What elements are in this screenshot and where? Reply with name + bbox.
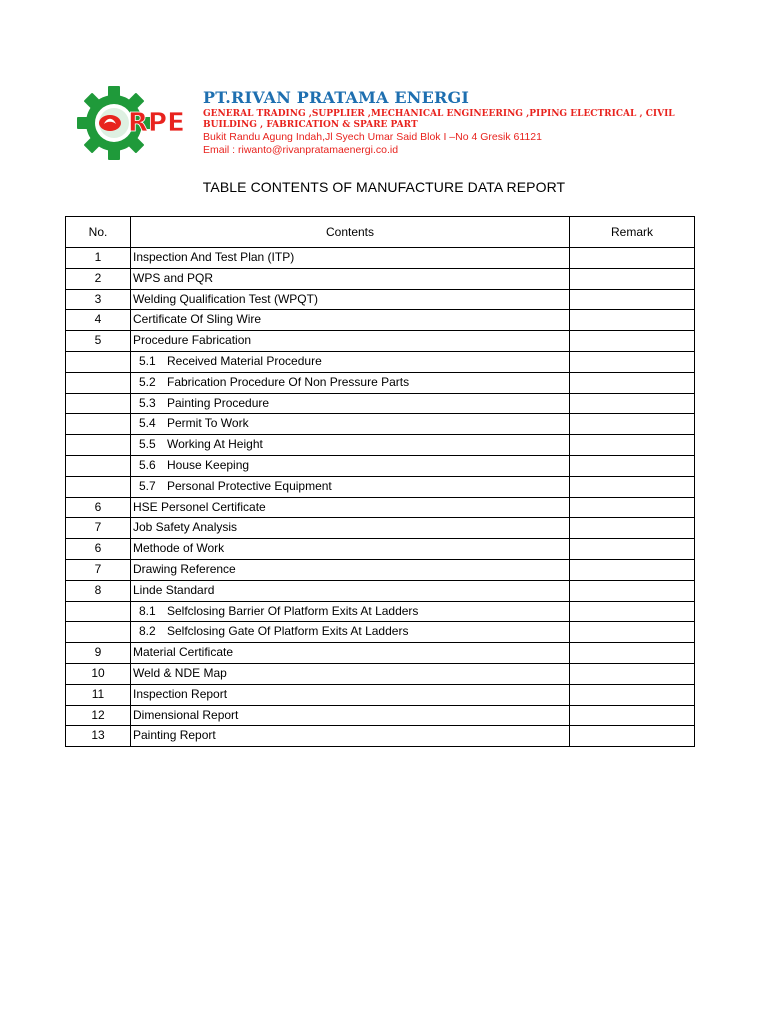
row-content	[131, 455, 570, 476]
row-text: WPS and PQR	[133, 270, 214, 285]
table-row	[66, 518, 695, 539]
row-text: Working At Height	[167, 437, 263, 452]
row-number: 13	[66, 726, 131, 747]
row-content	[131, 289, 570, 310]
row-number: 5	[66, 331, 131, 352]
row-content	[131, 622, 570, 643]
row-number	[66, 622, 131, 643]
row-text: Inspection And Test Plan (ITP)	[133, 250, 295, 264]
row-subnumber: 5.7	[139, 478, 156, 493]
row-remark	[570, 289, 695, 310]
row-remark	[570, 497, 695, 518]
row-text: Job Safety Analysis	[133, 520, 238, 535]
header-contents: Contents	[131, 217, 570, 248]
row-number: 10	[66, 663, 131, 684]
table-row	[66, 310, 695, 331]
row-text: Fabrication Procedure Of Non Pressure Parts	[167, 374, 410, 389]
table-row	[66, 601, 695, 622]
row-subnumber: 5.6	[139, 457, 156, 472]
row-number	[66, 435, 131, 456]
row-text: Personal Protective Equipment	[167, 478, 332, 493]
row-content	[131, 643, 570, 664]
row-text: Selfclosing Barrier Of Platform Exits At Ladders	[167, 603, 419, 618]
row-subnumber: 5.5	[139, 437, 156, 452]
table-body	[66, 248, 695, 747]
row-remark	[570, 663, 695, 684]
table-row	[66, 331, 695, 352]
row-number: 6	[66, 539, 131, 560]
row-number: 11	[66, 684, 131, 705]
row-remark	[570, 372, 695, 393]
row-number: 7	[66, 518, 131, 539]
table-row	[66, 435, 695, 456]
table-header-row	[66, 217, 695, 248]
report-title: TABLE CONTENTS OF MANUFACTURE DATA REPORT	[202, 179, 566, 195]
table-row	[66, 684, 695, 705]
row-subnumber: 8.2	[139, 624, 156, 639]
row-content	[131, 331, 570, 352]
table-row	[66, 559, 695, 580]
row-number	[66, 601, 131, 622]
logo-text: RPE	[128, 108, 185, 138]
row-remark	[570, 726, 695, 747]
row-subnumber: 8.1	[139, 603, 156, 618]
table-row	[66, 268, 695, 289]
row-content	[131, 476, 570, 497]
row-text: Certificate Of Sling Wire	[133, 312, 262, 327]
row-remark	[570, 248, 695, 269]
table-row	[66, 393, 695, 414]
row-content	[131, 393, 570, 414]
row-number: 6	[66, 497, 131, 518]
row-text: Permit To Work	[167, 416, 249, 431]
table-row	[66, 539, 695, 560]
row-content	[131, 435, 570, 456]
row-number: 3	[66, 289, 131, 310]
row-subnumber: 5.2	[139, 374, 156, 389]
row-content	[131, 684, 570, 705]
row-number	[66, 393, 131, 414]
row-text: Weld & NDE Map	[133, 665, 227, 680]
row-remark	[570, 268, 695, 289]
row-text: Linde Standard	[133, 582, 215, 597]
row-text: Drawing Reference	[133, 561, 236, 576]
row-remark	[570, 559, 695, 580]
row-remark	[570, 580, 695, 601]
row-text: House Keeping	[167, 457, 250, 472]
table-row	[66, 705, 695, 726]
row-remark	[570, 705, 695, 726]
row-content	[131, 539, 570, 560]
row-content	[131, 518, 570, 539]
row-remark	[570, 435, 695, 456]
row-text: Procedure Fabrication	[133, 333, 252, 348]
row-number	[66, 351, 131, 372]
row-content	[131, 248, 570, 269]
row-remark	[570, 518, 695, 539]
table-row	[66, 497, 695, 518]
row-text: Dimensional Report	[133, 707, 239, 722]
table-row	[66, 643, 695, 664]
table-row	[66, 663, 695, 684]
row-number: 4	[66, 310, 131, 331]
company-description: GENERAL TRADING ,SUPPLIER ,MECHANICAL ENGINEERING ,PIPING ELECTRICAL , CIVIL BUILDING , FABRICATION & SPARE PART	[203, 109, 675, 130]
table-row	[66, 351, 695, 372]
row-number	[66, 372, 131, 393]
table-row	[66, 476, 695, 497]
row-number: 2	[66, 268, 131, 289]
row-remark	[570, 455, 695, 476]
row-text: Welding Qualification Test (WPQT)	[133, 291, 318, 306]
row-remark	[570, 331, 695, 352]
row-remark	[570, 393, 695, 414]
contents-table	[65, 216, 695, 747]
row-content	[131, 372, 570, 393]
row-text: Selfclosing Gate Of Platform Exits At Ladders	[167, 624, 409, 639]
company-logo	[76, 86, 188, 160]
row-text: Methode of Work	[133, 541, 225, 556]
row-content	[131, 268, 570, 289]
row-number: 7	[66, 559, 131, 580]
row-subnumber: 5.1	[139, 353, 156, 368]
row-content	[131, 310, 570, 331]
row-content	[131, 497, 570, 518]
row-text: HSE Personel Certificate	[133, 499, 266, 514]
table-row	[66, 580, 695, 601]
row-content	[131, 601, 570, 622]
row-remark	[570, 643, 695, 664]
row-number	[66, 476, 131, 497]
row-content	[131, 351, 570, 372]
row-number: 12	[66, 705, 131, 726]
row-content	[131, 580, 570, 601]
table-row	[66, 372, 695, 393]
row-remark	[570, 684, 695, 705]
row-text: Received Material Procedure	[167, 353, 322, 368]
row-text: Painting Report	[133, 728, 216, 743]
table-row	[66, 289, 695, 310]
table-row	[66, 622, 695, 643]
row-content	[131, 705, 570, 726]
row-text: Material Certificate	[133, 645, 234, 660]
row-number: 9	[66, 643, 131, 664]
row-remark	[570, 601, 695, 622]
row-number	[66, 455, 131, 476]
row-number: 1	[66, 248, 131, 269]
row-content	[131, 726, 570, 747]
company-address: Bukit Randu Agung Indah,Jl Syech Umar Said Blok I –No 4 Gresik 61121	[203, 131, 542, 143]
table-row	[66, 455, 695, 476]
table-row	[66, 248, 695, 269]
row-content	[131, 559, 570, 580]
header-no: No.	[66, 217, 131, 248]
row-content	[131, 663, 570, 684]
company-email: Email : riwanto@rivanpratamaenergi.co.id	[203, 144, 399, 156]
row-subnumber: 5.4	[139, 416, 156, 431]
row-subnumber: 5.3	[139, 395, 156, 410]
row-remark	[570, 476, 695, 497]
header-remark: Remark	[570, 217, 695, 248]
row-number: 8	[66, 580, 131, 601]
row-remark	[570, 539, 695, 560]
flame-icon	[99, 115, 121, 131]
row-text: Painting Procedure	[167, 395, 270, 410]
row-remark	[570, 310, 695, 331]
company-name: PT.RIVAN PRATAMA ENERGI	[203, 88, 470, 107]
row-remark	[570, 622, 695, 643]
row-content	[131, 414, 570, 435]
table-row	[66, 414, 695, 435]
row-text: Inspection Report	[133, 686, 228, 701]
table-row	[66, 726, 695, 747]
row-number	[66, 414, 131, 435]
row-remark	[570, 414, 695, 435]
row-remark	[570, 351, 695, 372]
